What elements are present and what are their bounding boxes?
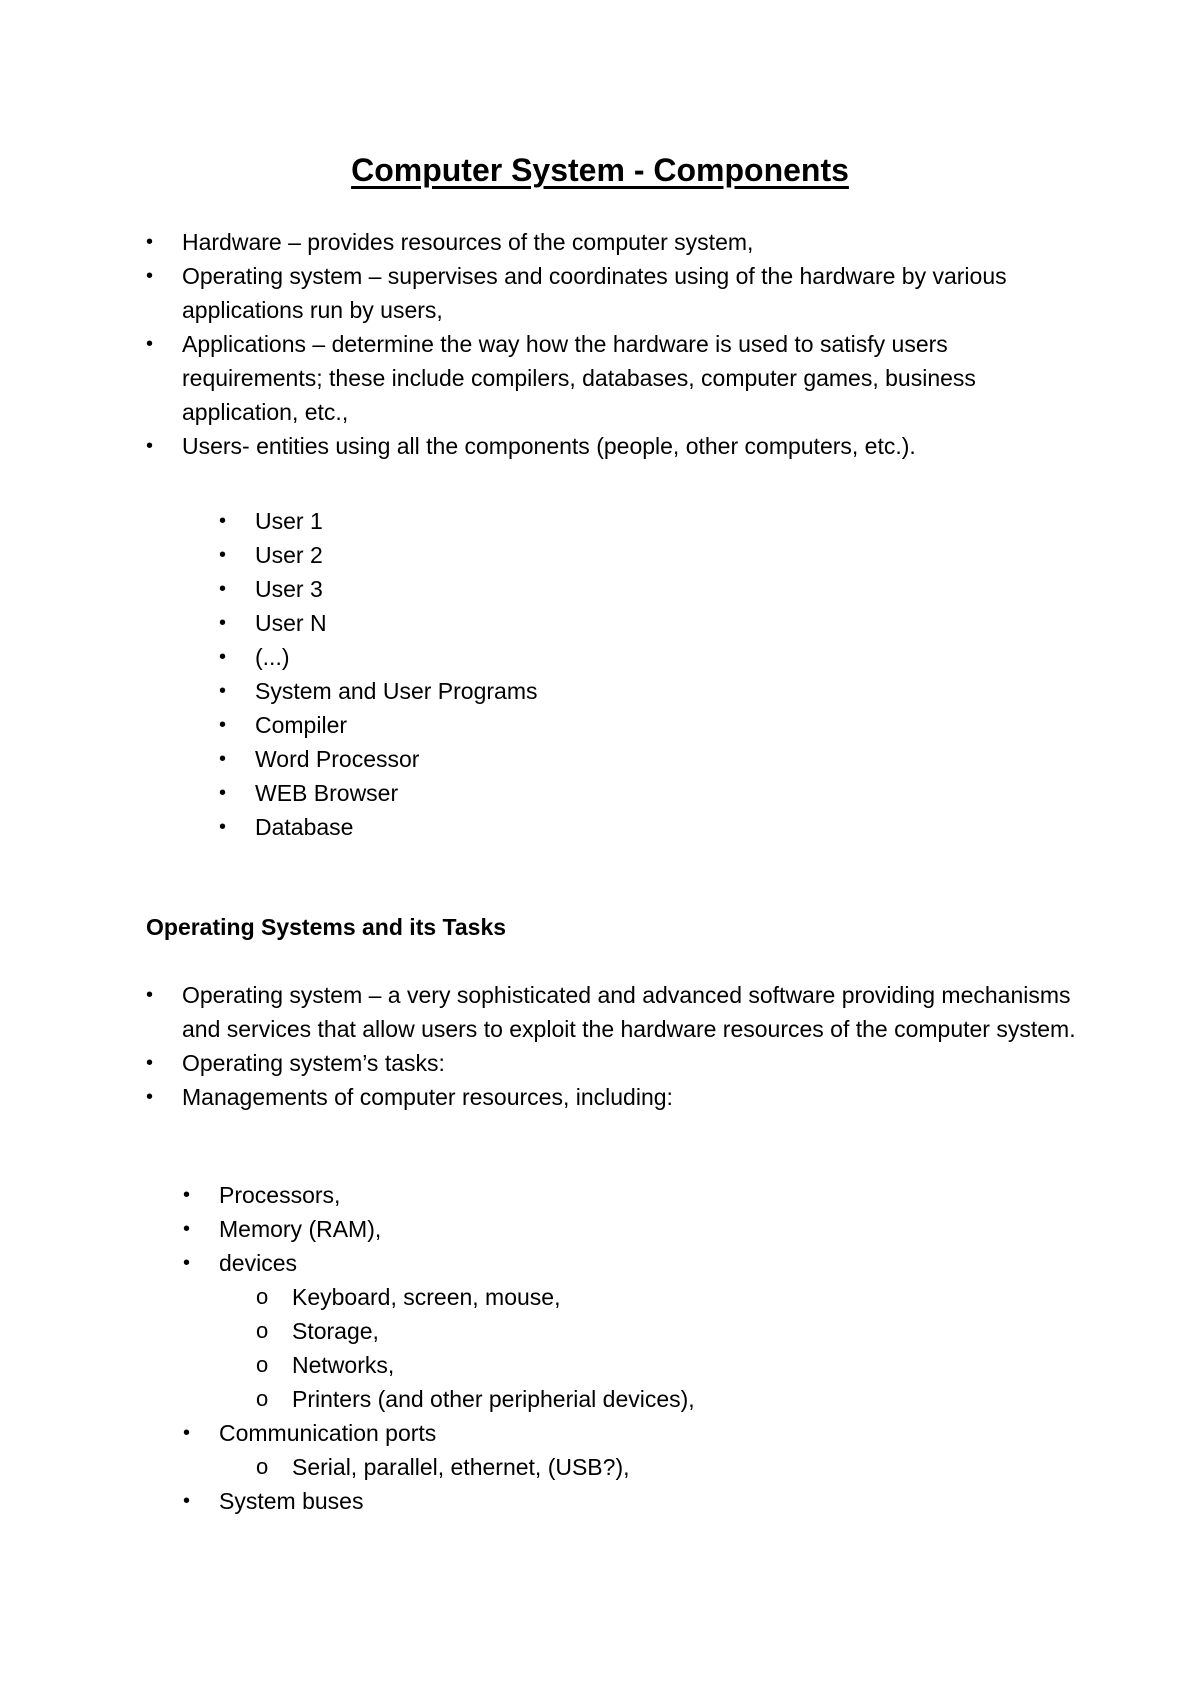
bullet-icon: • [219, 510, 227, 532]
bullet-icon: • [146, 984, 154, 1006]
communication-sub-list [256, 1450, 892, 1484]
list-item-text: Printers (and other peripherial devices), [292, 1386, 695, 1412]
bullet-icon: • [219, 612, 227, 634]
bullet-icon: • [146, 1052, 154, 1074]
list-item-text: System buses [219, 1488, 364, 1514]
list-item [146, 1080, 1082, 1114]
list-item-text: Keyboard, screen, mouse, [292, 1284, 561, 1310]
list-item-text: (...) [255, 644, 290, 670]
list-item-text: User 1 [255, 508, 323, 534]
list-item [183, 1416, 819, 1450]
list-item-text: Processors, [219, 1182, 341, 1208]
list-item [183, 1178, 919, 1212]
bullet-icon: • [219, 816, 227, 838]
list-item [219, 810, 855, 844]
list-item-text: Compiler [255, 712, 348, 738]
list-item [256, 1280, 892, 1314]
list-item [219, 640, 855, 674]
list-item [146, 327, 1062, 429]
bullet-icon: • [219, 646, 227, 668]
users-list [219, 504, 855, 844]
list-item [183, 1246, 919, 1280]
list-item-text: Operating system – supervises and coordinates using of the hardware by various applications run by users, [182, 263, 1007, 323]
list-item-text: Managements of computer resources, including: [182, 1084, 673, 1110]
list-item-text: devices [219, 1250, 297, 1276]
section-heading: Operating Systems and its Tasks [146, 914, 507, 940]
page-title: Computer System - Components [351, 152, 849, 188]
bullet-icon: • [219, 578, 227, 600]
bullet-icon: • [183, 1184, 191, 1206]
resources-list [183, 1178, 919, 1280]
bullet-icon: • [146, 231, 154, 253]
buses-list [183, 1484, 819, 1518]
list-item [146, 259, 1042, 327]
bullet-icon: • [146, 1086, 154, 1108]
communication-list [183, 1416, 819, 1450]
devices-list [256, 1280, 892, 1416]
list-item-text: User 3 [255, 576, 323, 602]
circle-bullet-icon: o [256, 1454, 269, 1479]
list-item-text: Word Processor [255, 746, 420, 772]
circle-bullet-icon: o [256, 1284, 269, 1309]
list-item-text: Database [255, 814, 354, 840]
list-item [219, 674, 855, 708]
bullet-icon: • [183, 1218, 191, 1240]
list-item-text: Applications – determine the way how the hardware is used to satisfy users requirements; these include compilers, databases, computer games, business application, etc., [182, 331, 976, 425]
list-item [219, 606, 855, 640]
list-item [146, 429, 1082, 463]
list-item [146, 978, 1082, 1046]
circle-bullet-icon: o [256, 1318, 269, 1343]
circle-bullet-icon: o [256, 1352, 269, 1377]
bullet-icon: • [219, 782, 227, 804]
list-item [219, 538, 855, 572]
list-item-text: Networks, [292, 1352, 395, 1378]
bullet-icon: • [219, 714, 227, 736]
components-list [146, 225, 1082, 463]
list-item [219, 776, 855, 810]
list-item [183, 1212, 919, 1246]
list-item [256, 1314, 892, 1348]
bullet-icon: • [183, 1422, 191, 1444]
bullet-icon: • [183, 1252, 191, 1274]
list-item-text: Users- entities using all the components (people, other computers, etc.). [182, 433, 916, 459]
list-item [256, 1450, 892, 1484]
bullet-icon: • [219, 544, 227, 566]
list-item [219, 504, 855, 538]
list-item [219, 708, 855, 742]
list-item [256, 1382, 892, 1416]
list-item-text: Communication ports [219, 1420, 437, 1446]
list-item [219, 742, 855, 776]
list-item-text: User 2 [255, 542, 323, 568]
list-item-text: WEB Browser [255, 780, 399, 806]
list-item-text: User N [255, 610, 327, 636]
bullet-icon: • [219, 680, 227, 702]
list-item-text: Operating system’s tasks: [182, 1050, 445, 1076]
bullet-icon: • [146, 435, 154, 457]
list-item-text: Memory (RAM), [219, 1216, 382, 1242]
list-item [183, 1484, 819, 1518]
bullet-icon: • [146, 333, 154, 355]
list-item [146, 225, 1042, 259]
list-item [146, 1046, 1082, 1080]
list-item [219, 572, 855, 606]
bullet-icon: • [183, 1490, 191, 1512]
os-list [146, 978, 1082, 1114]
bullet-icon: • [146, 265, 154, 287]
list-item-text: Hardware – provides resources of the computer system, [182, 229, 754, 255]
list-item-text: Serial, parallel, ethernet, (USB?), [292, 1454, 630, 1480]
circle-bullet-icon: o [256, 1386, 269, 1411]
list-item-text: System and User Programs [255, 678, 538, 704]
list-item [256, 1348, 892, 1382]
bullet-icon: • [219, 748, 227, 770]
list-item-text: Storage, [292, 1318, 379, 1344]
list-item-text: Operating system – a very sophisticated and advanced software providing mechanisms and services that allow users to exploit the hardware resources of the computer system. [182, 982, 1076, 1042]
